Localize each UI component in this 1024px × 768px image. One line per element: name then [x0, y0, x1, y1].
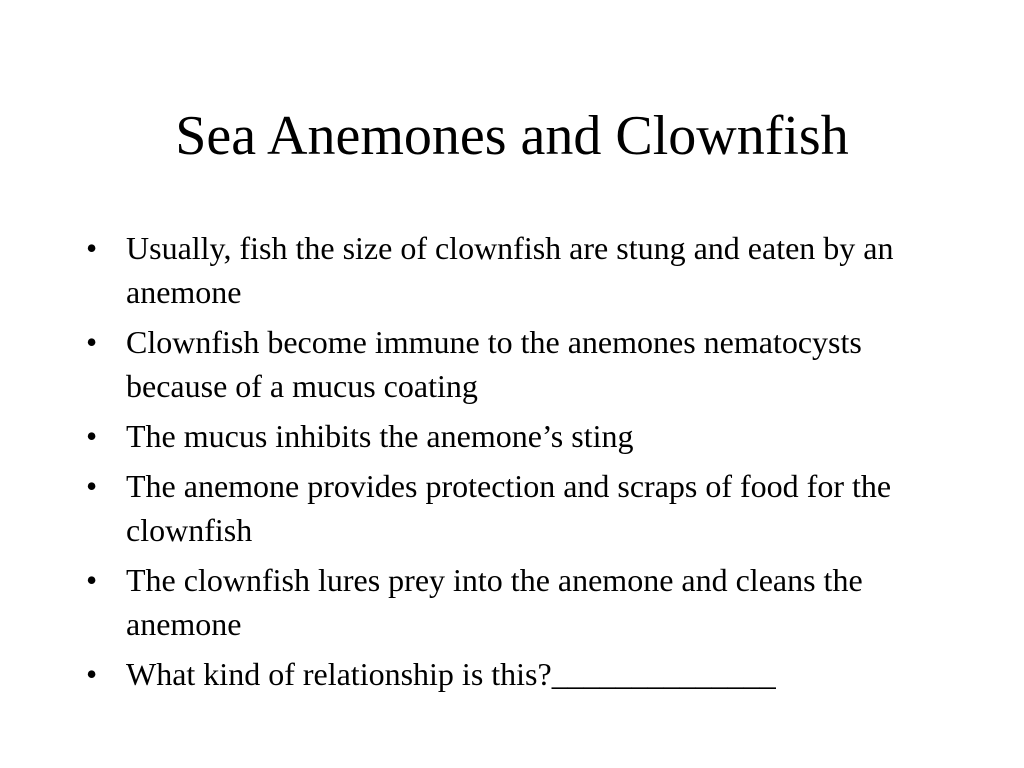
bullet-item — [86, 464, 946, 552]
bullet-dot-icon: • — [86, 656, 98, 692]
bullet-text: The clownfish lures prey into the anemone and cleans the anemone — [126, 562, 863, 642]
bullet-dot-icon: • — [86, 230, 98, 266]
bullet-text: Usually, fish the size of clownfish are stung and eaten by an anemone — [126, 230, 894, 310]
bullet-text: The anemone provides protection and scraps of food for the clownfish — [126, 468, 892, 548]
bullet-list — [86, 226, 946, 702]
bullet-dot-icon: • — [86, 418, 98, 454]
bullet-item — [86, 652, 946, 696]
bullet-dot-icon: • — [86, 324, 98, 360]
bullet-item — [86, 414, 946, 458]
slide-title: Sea Anemones and Clownfish — [175, 105, 849, 167]
bullet-text: The mucus inhibits the anemone’s sting — [126, 418, 634, 454]
bullet-dot-icon: • — [86, 562, 98, 598]
bullet-item — [86, 226, 946, 314]
bullet-dot-icon: • — [86, 468, 98, 504]
bullet-item — [86, 320, 946, 408]
bullet-text: What kind of relationship is this?______________ — [126, 656, 776, 692]
bullet-text: Clownfish become immune to the anemones nematocysts because of a mucus coating — [126, 324, 862, 404]
bullet-item — [86, 558, 946, 646]
